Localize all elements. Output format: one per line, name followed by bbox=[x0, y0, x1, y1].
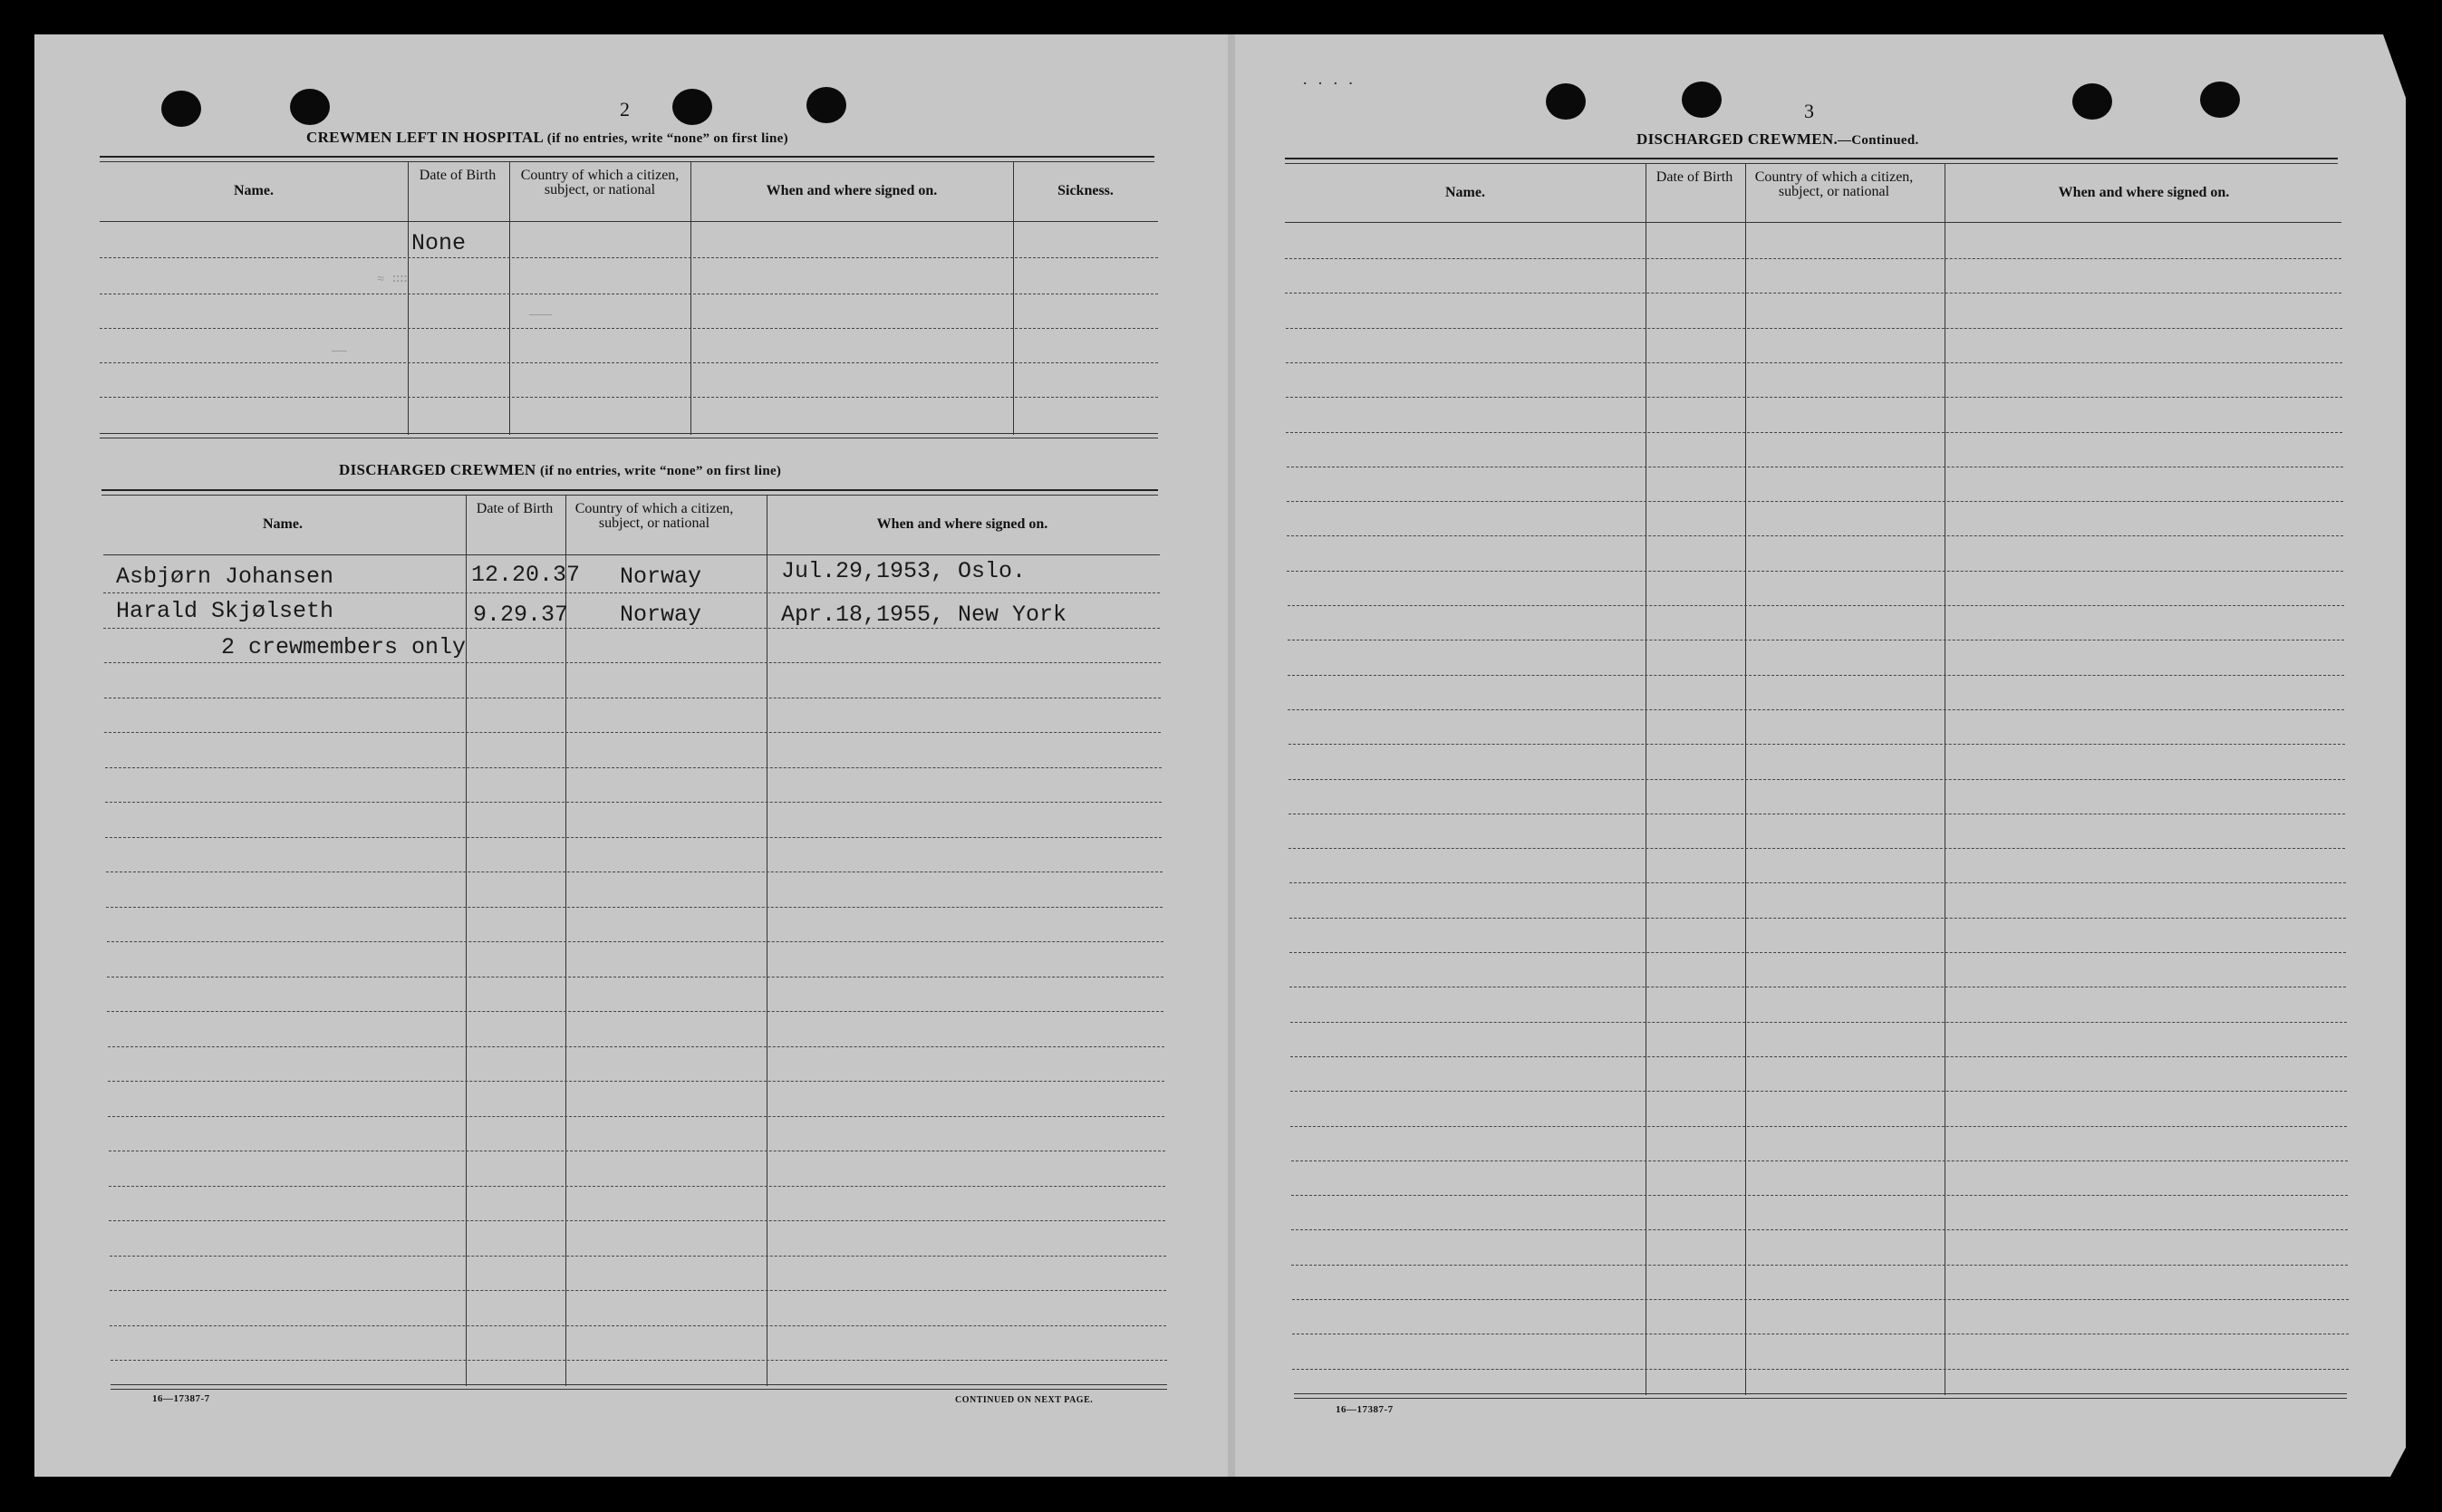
ruled-line bbox=[1287, 535, 2343, 536]
ruled-line bbox=[1289, 848, 2345, 849]
crew-row-2-dob: 9.29.37 bbox=[473, 602, 569, 628]
ruled-line bbox=[110, 1290, 1166, 1291]
ruled-line bbox=[105, 767, 1162, 768]
right-header-country: Country of which a citizen, subject, or national bbox=[1754, 169, 1914, 199]
ruled-line bbox=[1289, 744, 2345, 745]
right-header-rule bbox=[1285, 222, 2341, 223]
hospital-col-divider bbox=[509, 161, 510, 435]
hospital-header-sickness: Sickness. bbox=[1057, 183, 1114, 198]
ruled-line bbox=[103, 628, 1160, 629]
ruled-line bbox=[1290, 1126, 2347, 1127]
discharged-header-name: Name. bbox=[263, 516, 303, 532]
ruled-line bbox=[1286, 362, 2342, 363]
punch-hole bbox=[161, 91, 201, 127]
form-number-right: 16—17387-7 bbox=[1336, 1404, 1394, 1415]
ruled-line bbox=[1289, 882, 2346, 883]
bleed-through-smudge: —— bbox=[332, 344, 347, 359]
ruled-line bbox=[1290, 1091, 2347, 1092]
discharged-title-note: (if no entries, write “none” on first line) bbox=[540, 464, 782, 478]
ruled-line bbox=[1287, 501, 2343, 502]
ruled-line bbox=[106, 907, 1163, 908]
continued-note: CONTINUED ON NEXT PAGE. bbox=[955, 1395, 1094, 1405]
hospital-top-rule-2 bbox=[100, 161, 1154, 162]
ruled-line bbox=[105, 802, 1162, 803]
form-number-left: 16—17387-7 bbox=[152, 1393, 210, 1404]
bleed-through-smudge: ——— bbox=[529, 308, 553, 323]
punch-hole bbox=[290, 89, 330, 125]
crew-row-2-signed-on: Apr.18,1955, New York bbox=[781, 602, 1067, 628]
ruled-line bbox=[1292, 1299, 2349, 1300]
discharged-title-text: DISCHARGED CREWMEN bbox=[339, 461, 536, 478]
crew-row-1-country: Norway bbox=[620, 563, 702, 590]
ruled-line bbox=[1290, 1056, 2347, 1057]
ruled-line bbox=[105, 837, 1162, 838]
ruled-line bbox=[1286, 328, 2342, 329]
punch-hole bbox=[672, 89, 712, 125]
hospital-header-signed-on: When and where signed on. bbox=[766, 183, 938, 198]
bleed-through-smudge: . . . . bbox=[1301, 74, 1355, 89]
ruled-line bbox=[1286, 397, 2342, 398]
ruled-line bbox=[1288, 709, 2344, 710]
right-bottom-rule-2 bbox=[1294, 1398, 2347, 1399]
hospital-header-rule bbox=[100, 221, 1158, 222]
crew-row-2-country: Norway bbox=[620, 602, 702, 628]
ruled-line bbox=[107, 977, 1163, 978]
crew-row-1-name: Asbjørn Johansen bbox=[116, 563, 334, 590]
hospital-header-dob: Date of Birth bbox=[419, 168, 497, 183]
right-top-rule bbox=[1285, 158, 2338, 159]
discharged-top-rule-2 bbox=[101, 495, 1158, 496]
ruled-line bbox=[1288, 675, 2344, 676]
discharged-col-divider bbox=[565, 495, 566, 1386]
punch-hole bbox=[2072, 83, 2112, 120]
discharged-section-title bbox=[339, 461, 781, 479]
right-page bbox=[1231, 34, 2406, 1477]
discharged-top-rule bbox=[101, 489, 1158, 491]
hospital-top-rule bbox=[100, 156, 1154, 158]
ruled-line bbox=[100, 328, 1158, 329]
punch-hole bbox=[1682, 82, 1722, 118]
page-number-right: 3 bbox=[1804, 100, 1814, 122]
ruled-line bbox=[1285, 293, 2341, 294]
ruled-line bbox=[104, 732, 1161, 733]
discharged-header-rule bbox=[103, 554, 1160, 555]
ruled-line bbox=[108, 1116, 1164, 1117]
hospital-section-title bbox=[306, 129, 788, 147]
ruled-line bbox=[1289, 779, 2345, 780]
ruled-line bbox=[1291, 1160, 2348, 1161]
discharged-col-divider bbox=[466, 495, 467, 1386]
ruled-line bbox=[103, 592, 1160, 593]
right-header-name: Name. bbox=[1445, 185, 1485, 200]
ruled-line bbox=[110, 1325, 1166, 1326]
right-title-suffix: —Continued. bbox=[1838, 133, 1919, 148]
ruled-line bbox=[100, 397, 1158, 398]
punch-hole bbox=[1546, 83, 1586, 120]
ruled-line bbox=[100, 257, 1158, 258]
hospital-col-divider bbox=[408, 161, 409, 435]
ruled-line bbox=[1288, 605, 2344, 606]
hospital-title-text: CREWMEN LEFT IN HOSPITAL bbox=[306, 129, 544, 146]
right-header-dob: Date of Birth bbox=[1655, 169, 1733, 185]
page-number-left: 2 bbox=[620, 98, 630, 120]
discharged-header-dob: Date of Birth bbox=[476, 501, 554, 516]
ruled-line bbox=[109, 1220, 1165, 1221]
ruled-line bbox=[108, 1081, 1164, 1082]
crew-row-2-name: Harald Skjølseth bbox=[116, 598, 334, 624]
ruled-line bbox=[1291, 1195, 2348, 1196]
crew-note: 2 crewmembers only bbox=[221, 634, 467, 660]
left-page bbox=[34, 34, 1231, 1477]
page-gutter bbox=[1228, 34, 1235, 1477]
bleed-through-smudge: ≈ ∷∷ bbox=[377, 273, 408, 287]
hospital-header-name: Name. bbox=[234, 183, 274, 198]
hospital-none-entry: None bbox=[411, 230, 467, 256]
ruled-line bbox=[110, 1256, 1166, 1257]
ruled-line bbox=[107, 1011, 1163, 1012]
ruled-line bbox=[104, 662, 1161, 663]
ruled-line bbox=[100, 362, 1158, 363]
ruled-line bbox=[108, 1046, 1164, 1047]
ruled-line bbox=[111, 1360, 1167, 1361]
discharged-bottom-rule bbox=[111, 1384, 1167, 1385]
ruled-line bbox=[1285, 258, 2341, 259]
right-bottom-rule bbox=[1294, 1393, 2347, 1394]
discharged-bottom-rule-2 bbox=[111, 1389, 1167, 1390]
hospital-col-divider bbox=[1013, 161, 1014, 435]
right-section-title bbox=[1636, 130, 1919, 149]
ruled-line bbox=[1292, 1369, 2349, 1370]
hospital-title-note: (if no entries, write “none” on first line) bbox=[546, 131, 788, 146]
punch-hole bbox=[806, 87, 846, 123]
right-header-signed-on: When and where signed on. bbox=[2058, 185, 2230, 200]
discharged-header-country: Country of which a citizen, subject, or national bbox=[574, 501, 734, 531]
crew-row-1-dob: 12.20.37 bbox=[471, 562, 581, 588]
ruled-line bbox=[1290, 1022, 2347, 1023]
ruled-line bbox=[1286, 432, 2342, 433]
hospital-header-country: Country of which a citizen, subject, or national bbox=[520, 168, 680, 197]
hospital-bottom-rule bbox=[100, 433, 1158, 434]
crew-row-1-signed-on: Jul.29,1953, Oslo. bbox=[781, 558, 1027, 584]
ruled-line bbox=[1289, 952, 2346, 953]
right-top-rule-2 bbox=[1285, 163, 2338, 164]
ruled-line bbox=[1291, 1229, 2348, 1230]
hospital-col-divider bbox=[690, 161, 691, 435]
ruled-line bbox=[107, 941, 1163, 942]
ruled-line bbox=[109, 1186, 1165, 1187]
ruled-line bbox=[1289, 918, 2346, 919]
ruled-line bbox=[1287, 571, 2343, 572]
ruled-line bbox=[1291, 1265, 2348, 1266]
right-title-text: DISCHARGED CREWMEN. bbox=[1636, 130, 1838, 148]
discharged-header-signed-on: When and where signed on. bbox=[876, 516, 1048, 532]
punch-hole bbox=[2200, 82, 2240, 118]
